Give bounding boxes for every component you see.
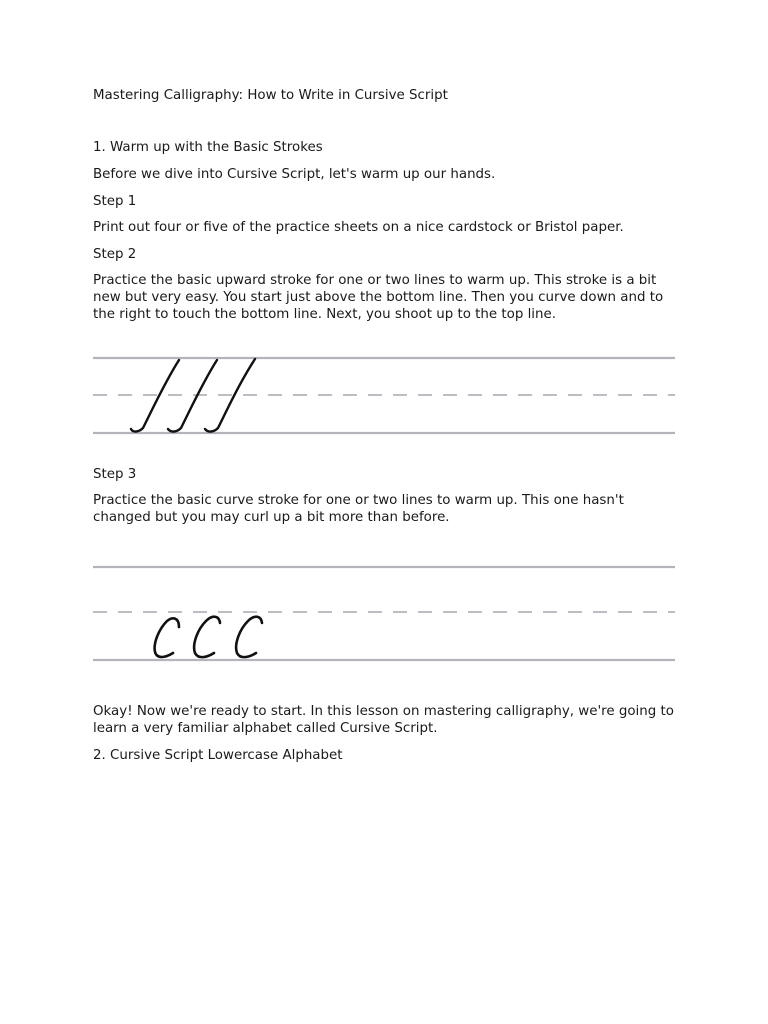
step-1-text: Print out four or five of the practice sheets on a nice cardstock or Bristol paper. <box>93 220 624 235</box>
upward-stroke-practice-figure <box>93 352 675 442</box>
document-title: Mastering Calligraphy: How to Write in Cursive Script <box>93 88 448 103</box>
step-2-label: Step 2 <box>93 247 137 262</box>
step-3-text: Practice the basic curve stroke for one or two lines to warm up. This one hasn't changed but you may curl up a bit more than before. <box>93 493 624 525</box>
ready-paragraph: Okay! Now we're ready to start. In this lesson on mastering calligraphy, we're going to learn a very familiar alphabet called Cursive Script. <box>93 704 674 736</box>
step-1-label: Step 1 <box>93 194 137 209</box>
curve-stroke-practice-figure <box>93 563 675 653</box>
section-heading-lowercase-alphabet: 2. Cursive Script Lowercase Alphabet <box>93 748 343 763</box>
intro-paragraph: Before we dive into Cursive Script, let's warm up our hands. <box>93 167 496 182</box>
step-3-label: Step 3 <box>93 467 137 482</box>
section-heading-warm-up: 1. Warm up with the Basic Strokes <box>93 140 323 155</box>
step-2-text: Practice the basic upward stroke for one or two lines to warm up. This stroke is a bit new but very easy. You start just above the bottom line. Then you curve down and to the right to touch the bottom line. Next, you shoot up to the top line. <box>93 273 664 322</box>
